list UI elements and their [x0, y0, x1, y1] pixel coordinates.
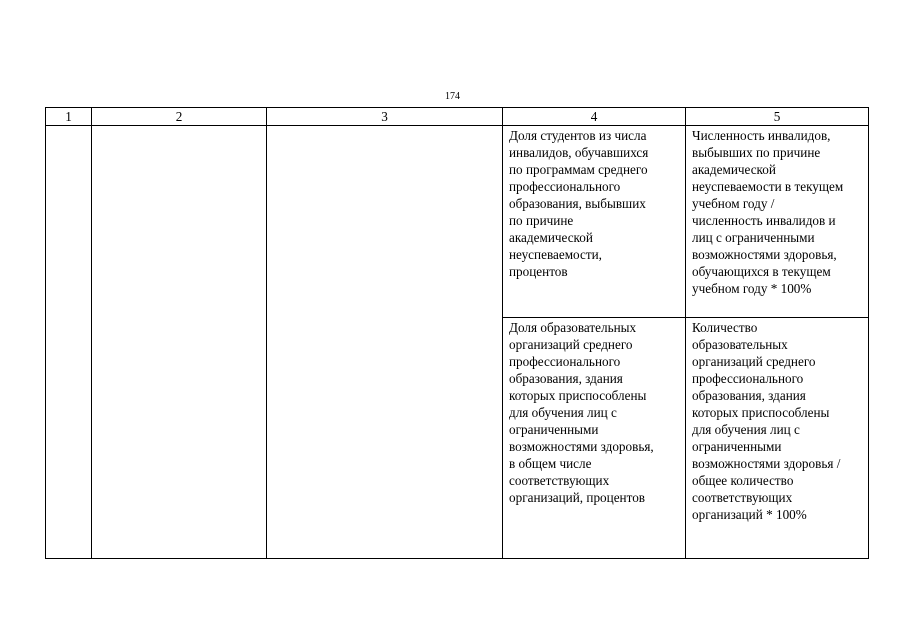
formula-cell — [686, 126, 869, 318]
header-cell-3: 3 — [267, 108, 503, 126]
header-cell-1: 1 — [46, 108, 92, 126]
formula-cell — [686, 318, 869, 559]
formula-text: Численность инвалидов, выбывших по причине академической неуспеваемости в текущем учебном году / численность инвалидов и лиц с ограниченными возможностями здоровья, обучающихся в текущем учебном году * 100% — [692, 128, 844, 296]
formula-text: Количество образовательных организаций среднего профессионального образования, здания которых приспособлены для обучения лиц с ограниченными возможностями здоровья / общее количество соответствующих организаций * 100% — [692, 320, 841, 522]
indicator-cell — [503, 126, 686, 318]
col-1-cell — [46, 126, 92, 559]
indicator-cell — [503, 318, 686, 559]
col-2-cell — [92, 126, 267, 559]
header-row — [46, 108, 869, 126]
header-cell-2: 2 — [92, 108, 267, 126]
indicators-table — [45, 107, 869, 559]
header-cell-4: 4 — [503, 108, 686, 126]
header-cell-5: 5 — [686, 108, 869, 126]
indicator-text: Доля студентов из числа инвалидов, обучавшихся по программам среднего профессионального образования, выбывших по причине академической неуспеваемости, процентов — [509, 128, 649, 279]
col-3-cell — [267, 126, 503, 559]
page-number: 174 — [445, 91, 460, 102]
table-row — [46, 126, 869, 318]
indicator-text: Доля образовательных организаций среднего профессионального образования, здания которых приспособлены для обучения лиц с ограниченными возможностями здоровья, в общем числе соответствующих организаций, процентов — [509, 320, 654, 505]
